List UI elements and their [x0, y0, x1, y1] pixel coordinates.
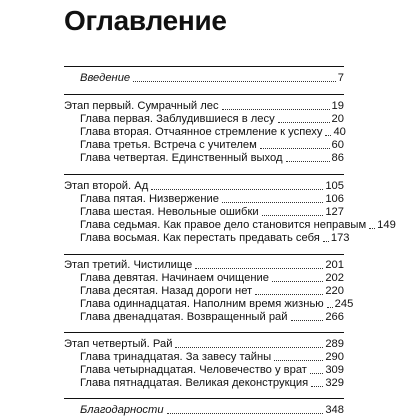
- toc-part-label: Этап первый. Сумрачный лес: [64, 100, 219, 112]
- toc-chapter[interactable]: [80, 272, 344, 285]
- dot-leader: [133, 81, 336, 82]
- toc-chapter-label: Глава одиннадцатая. Наполним время жизнью: [80, 298, 324, 310]
- toc-chapter-label: Глава третья. Встреча с учителем: [80, 139, 257, 151]
- toc-chapter-page: 329: [325, 377, 344, 389]
- toc-part[interactable]: [64, 180, 344, 193]
- toc-chapter-page: 173: [330, 232, 350, 244]
- divider: [64, 94, 344, 95]
- toc-chapter[interactable]: [80, 364, 344, 377]
- toc-chapter[interactable]: [80, 126, 344, 139]
- dot-leader: [310, 373, 323, 374]
- toc-chapter[interactable]: [80, 113, 344, 126]
- toc-part-page: 19: [331, 100, 344, 112]
- dot-leader: [369, 228, 375, 229]
- dot-leader: [260, 148, 330, 149]
- toc-part-page: 105: [325, 180, 344, 192]
- toc-part[interactable]: [64, 338, 344, 351]
- toc-chapter-label: Глава шестая. Невольные ошибки: [80, 206, 259, 218]
- toc-chapter-page: 149: [377, 219, 396, 231]
- toc-part-label: Этап второй. Ад: [64, 180, 149, 192]
- toc-chapter-label: Глава четырнадцатая. Человечество у врат: [80, 364, 307, 376]
- dot-leader: [291, 320, 324, 321]
- toc-entry-label: Введение: [80, 72, 131, 84]
- toc-chapter[interactable]: [80, 219, 396, 232]
- toc-chapter-label: Глава пятая. Низвержение: [80, 193, 220, 205]
- toc-chapter[interactable]: [80, 311, 344, 324]
- dot-leader: [222, 109, 330, 110]
- divider: [64, 254, 344, 255]
- toc-chapter-label: Глава пятнадцатая. Великая деконструкция: [80, 377, 309, 389]
- toc-entry-label: Благодарности: [80, 404, 164, 416]
- toc-chapter-page: 40: [333, 126, 346, 138]
- toc-chapter-page: 20: [331, 113, 344, 125]
- toc-chapter-label: Глава двенадцатая. Возвращенный рай: [80, 311, 288, 323]
- dot-leader: [323, 241, 329, 242]
- toc-chapter-page: 106: [325, 193, 344, 205]
- toc-chapter-page: 220: [325, 285, 344, 297]
- toc-chapter[interactable]: [80, 139, 344, 152]
- divider: [64, 174, 344, 175]
- toc-chapter-label: Глава вторая. Отчаянное стремление к успеху: [80, 126, 323, 138]
- divider: [64, 66, 344, 67]
- toc-chapter-label: Глава тринадцатая. За завесу тайны: [80, 351, 272, 363]
- toc-chapter-page: 60: [331, 139, 344, 151]
- toc-chapter-page: 266: [325, 311, 344, 323]
- toc-chapter-page: 127: [325, 206, 344, 218]
- dot-leader: [222, 202, 323, 203]
- toc-chapter-page: 290: [325, 351, 344, 363]
- dot-leader: [272, 281, 323, 282]
- toc-entry-page: 7: [337, 72, 344, 84]
- toc-entry-intro[interactable]: [80, 72, 344, 85]
- toc-chapter[interactable]: [80, 377, 344, 390]
- toc-chapter-page: 202: [325, 272, 344, 284]
- divider: [64, 398, 344, 399]
- toc-chapter-label: Глава четвертая. Единственный выход: [80, 152, 283, 164]
- toc-chapter[interactable]: [80, 298, 354, 311]
- toc-part-label: Этап третий. Чистилище: [64, 259, 193, 271]
- dot-leader: [262, 215, 324, 216]
- dot-leader: [311, 386, 323, 387]
- toc-entry-page: 348: [325, 404, 344, 416]
- dot-leader: [274, 360, 323, 361]
- toc-chapter-page: 86: [331, 152, 344, 164]
- toc-part-page: 201: [325, 259, 344, 271]
- toc-chapter-page: 309: [325, 364, 344, 376]
- dot-leader: [151, 189, 323, 190]
- toc-part-label: Этап четвертый. Рай: [64, 338, 173, 350]
- toc-chapter[interactable]: [80, 232, 350, 245]
- dot-leader: [327, 307, 333, 308]
- toc-chapter-label: Глава восьмая. Как перестать предавать себя: [80, 232, 320, 244]
- dot-leader: [286, 161, 330, 162]
- toc-chapter-label: Глава седьмая. Как правое дело становится неправым: [80, 219, 367, 231]
- toc-chapter[interactable]: [80, 351, 344, 364]
- toc-chapter-page: 245: [334, 298, 354, 310]
- divider: [64, 332, 344, 333]
- dot-leader: [325, 135, 331, 136]
- toc-chapter[interactable]: [80, 285, 344, 298]
- toc-part-page: 289: [325, 338, 344, 350]
- toc-chapter[interactable]: [80, 152, 344, 165]
- toc-chapter-label: Глава первая. Заблудившиеся в лесу: [80, 113, 275, 125]
- toc-part[interactable]: [64, 100, 344, 113]
- page-title: Оглавление: [64, 5, 227, 36]
- toc-part[interactable]: [64, 259, 344, 272]
- dot-leader: [195, 268, 323, 269]
- toc-chapter[interactable]: [80, 193, 344, 206]
- dot-leader: [167, 413, 324, 414]
- dot-leader: [255, 294, 323, 295]
- toc-entry-acknowledgments[interactable]: [80, 404, 344, 417]
- toc-chapter-label: Глава десятая. Назад дороги нет: [80, 285, 253, 297]
- dot-leader: [278, 122, 330, 123]
- dot-leader: [175, 347, 323, 348]
- toc-chapter-label: Глава девятая. Начинаем очищение: [80, 272, 270, 284]
- toc-chapter[interactable]: [80, 206, 344, 219]
